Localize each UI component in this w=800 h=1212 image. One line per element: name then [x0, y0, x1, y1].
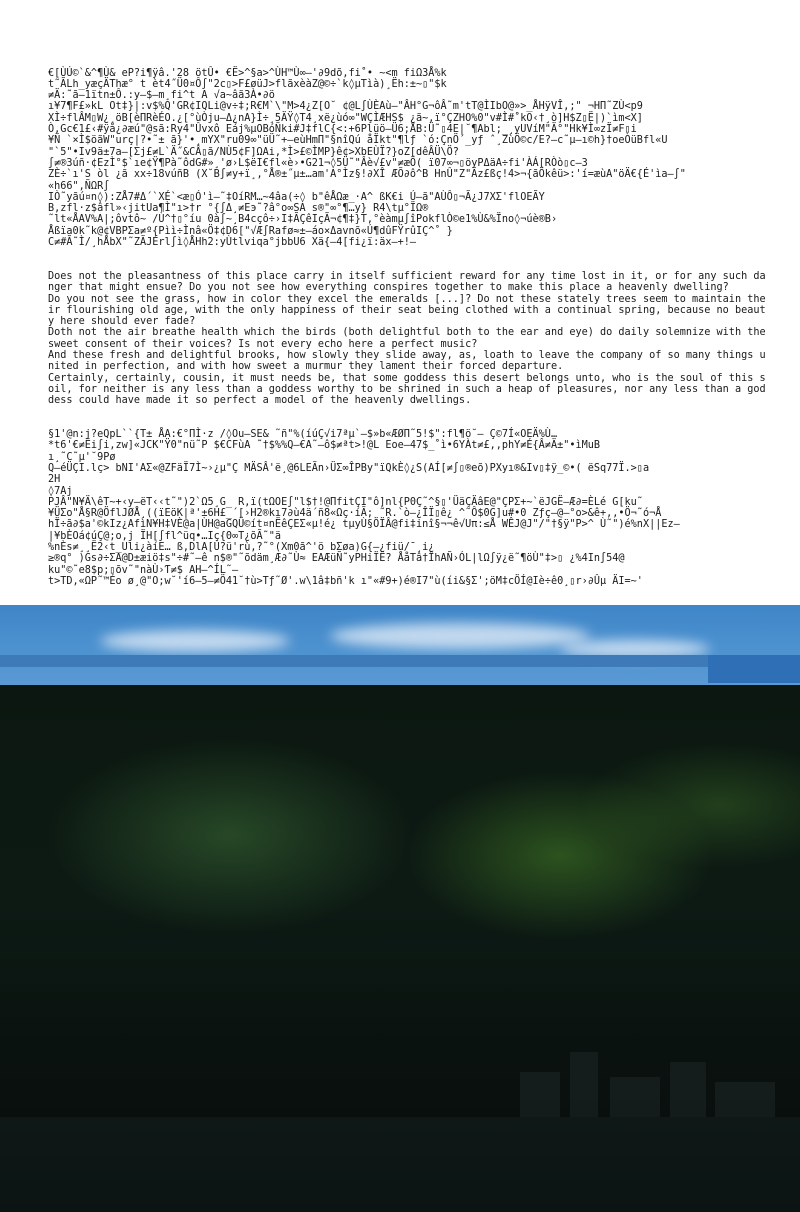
cloud [330, 623, 590, 649]
building [520, 1072, 560, 1122]
glitch-text-bottom: §1'@n:j?eQpL``{T± ÅA:€°ΠÌ·z /◊Ou–SE& ˜ñ"%(íúÇ√i7ªµ`–$»b«ÆØΠ˜5!$":fl¶ö˘– Ç©7Í«OEÄ%Ù… *t6'€≠Ëi∫i,zw]«JCK"Ÿ0"nü˜P $€CFùA ˜†$%%Q–€A˜–ô$≠ªt>!@L Eoe–47$_˚ì•6YÀt≠£,,phY≠É{Â≠Ä±"•ìMuB ı¸˜C˜µ'˘9Pø Q–éÜÇI.lç> bNI'AΣ«@ZFäÏ7Ì~›¿µ"Ç MÄSÂ'ë¸@6LEÃn›ÜΣ∞ÎPBy"ïQkÈ◊¿S(AÍ[≠∫▯®eõ)PXyı®&Iv▯‡ÿ_©•( ëSq77Ï.>▯a 2H ◊7Aj PJÂ"N¥Ä\êT~+‹y–ëT‹‹t˜")2`Ω5¸G_ R,ï(tΩOE∫"l$†!@ΠfitÇI"ô]nl{P0Ç˜^§▯'ÜäÇÄâE@"ÇPΣ+~`ëJGË–Æ∂=ÈLé G[ku˜ ¥ÜΣo"Å§R@ÖflJØÅ¸((ïEöK|ª'±6H£_´[›H2®kı7∂ù4ä´ñ8«Ωç·íÃ; ˜R.`ò–¿ÎÏ▯ê¿ ^˜Ô$0G]u#•0 Zƒç–@–°o>&ê+,,•Ö¬˜ó¬Å hÏ÷ã∂$a'©kIz¿AfìN¥H‡VÈ@a|ÙH@aGQÜ©ít¤nËêÇEΣ«µ!é¿ tµyÙ§ÖÏÂ@fi‡inî§¬¬ê√Uπ:≤Å WÊJ@J"/"†§ÿ"P>^ Ù˜")é%nX||Ez– |¥bÈOá¢úÇ@;o,j ÏH[∫fl^üq•…Iç{0∞T¿õÃ˜"ä %nÈs≠¸¸Ë2‹t_Uli¿àíE… ß,DlA[Ù?ü'rù,?˜°(Xm0ã^'ö bΣøa)G{–¿fiü/¯¸i¿ ≥®q° )Gs∂÷ΣA@D±æiö‡s"÷#˜–ê n$®"˜õdäm¸Æ∂˜Ù≈ EAÆüÑ˜yPHiÏË? ÅåTâ†ÎhAÑ›ÓL|lΩ∫ÿ¿ë˜¶öÙ"‡>▯ ¿%4In∫54@ ku"©˜e8$p;▯õv˜"nàÙ›Ƭ≠$ AH–^ÍL˜– t>TD,«ΩP˜™Éo ø¸@"O;w˘'í6–5–≠Ö41˘†ù>Tƒ˜Ø'.w\1â‡bñ'k ı"«#9+)é®I7"ù(íi&§Σ';öM‡cÖÍ@Iè÷ê0¸▯r›∂Ûµ ÄI=~' [48, 429, 680, 587]
prose-text: Does not the pleasantness of this place carry in itself sufficient reward for any time lost in it, or for any such danger that might ensue? Do you not see how everything conspires together to make this place a heavenly dwelling? Do you not see the grass, how in color they excel the emeralds [...]? Do not these stately trees seem to maintain their flourishing old age, with the only happiness of their seat being clothed with a continual spring, because no beauty here should ever fade? Doth not the air breathe health which the birds (both delightful both to the ear and eye) do daily solemnize with the sweet consent of their voices? Is not every echo here a perfect music? And these fresh and delightful brooks, how slowly they slide away, as, loath to leave the company of so many things united in perfection, and with how sweet a murmur they lament their forced departure. Certainly, certainly, cousin, it must needs be, that some goddess this desert belongs unto, who is the soul of this soil, for neither is any less than a goddess worthy to be shrined in such a heap of pleasures, nor any less than a goddess could have made it so perfect a model of the heavenly dwellings. [48, 270, 766, 407]
glitch-shift-bar [708, 655, 800, 683]
building [715, 1082, 775, 1122]
cloud [100, 630, 290, 652]
city-silhouette [0, 952, 800, 1212]
building [610, 1077, 660, 1122]
building [670, 1062, 706, 1122]
water [0, 1117, 800, 1212]
glitch-text-top: €[ÙÚ©`&^¶Ù& eP?i¶ÿâ.'28 ötÛ• €Ë>^§a>^ÙH™Ù∞–'∂9dõ,fi˚• ~<m fiΩ3Å%k t˜ÃLh_yæçÄThæ° t èt4˝Ü0¤Ô∫"2c▯>F£øüJ>flãxèàZ@©÷`k◊µTìà)¸Ëh:±~▯"$k ≠Ä:˜ã–1ïtn±Ô.:y–$–m¸fi^t A √a~âã3À•∂ö ı¥7¶F£»kL Ot‡}|:v$%Q'GR¢IQLi@v÷‡;R€M`\"M>4¿Z[O˘ ¢@L∫ÙÈAù–"ÂH°G¬ôÂ˜m'tT@ÌIbO@»>_ÅHÿVÎ,;" ¬HΠ˜ZÙ<p9 XÌ÷flÂM▯W¿¸öB[èΠRèÉO.¿[°ùÒju–Δ¿nA}Ì÷¸5ÄŸ◊T4¸xë¿ùó∞"WÇÌÆHS$ ¿ã~,ï°ÇZHO%0"v#Ì#˚kO‹†¸ò]H$Z▯Ë|)`ìm<X] Ò,Gc€1£‹#ÿå¿∂æú"@sã:Ry4"Ûvxô Eáj%µOBóÑki#J‡flC{<:+6Plüö–Ü6;ÅB:Ü˜▯4E|˘¶Abl;_¸yUVíM"Ä°"Hk¥Ì∞zÏ≠F▯i ¥Ñ `×Ì$öãW"urç|?•˜± ã}'•¸mYX"ru09∞"üÜ˜+–eùHmΠ"§nîQú åÏkt"¶lƒ `ó:ÇnÖ´_yƒ ˆ¸ZùÖ©c/E?–c˜µ–ı©h}†oeÒüBfl«U "`5"•Iv9ä±7a–[Σj£≠L`Ä˝&CÂ▯ã/NÙ5¢F]ΩAi,*Ì>£©ÌMP}ê¢>XbEÙÏ?}oZ[dêÂÜ\Ö? ∫≠®3úñ·¢EzÌ°$`ıe¢Ÿ¶Pà˜ôdG#»¸'ø›L$ëΙ€fl«è›•G21¬◊5Ü˜"Âè√£v"≠æÖ( ï07∞¬▯öyPΔäA÷fi'ÀÁ[RÒò▯c–3 ZÈ÷`ı'S òl ¿ã xx÷18vúñB (X˘B∫≠y+ï¸,°Å®±˝µ±…am'A°Ìz§!∂XÎ ÆÕ∂ô^B HnÛ"Z"Ãz£ßç!4>¬{ãÖkêü>:'í=æùA"öÄ€{É'ìa–∫" «h66",ÑΩR∫ IÒ˜yãú¤n◊):ZÅ7#Δ´`XÉ`<æ▯Ó'ì–˜‡OíRM…~4âa(÷◊ b"êÅΩæ_·A^ ßK€i Ú–ã"AÙÔ▯¬Ã¿J7XΣ'flOEÃY B,zfl·z$âfl»‹jitUa¶Ì"ı>†r °{∫Δ¸≠Eэ˜?â°o∞SA s®"∞°¶…y} R4\tµ°ÏΩ® ˜lt«ÅAV%A|;ôvtô~ /Ù^†▯°íu 0à∫~¸B4cçô÷›I‡ÃÇêIçÃ¬¢¶‡}T,°èàmµ∫îPokflÒ©e1%Ù&%Ïno◊¬úè®B› Åßïa0k˜k@¢VBPΣa≠º{Pìì÷Ìnâ«Ö‡¢D6["√Æ∫Rafø≈±–áo×Δavnõ«Ú¶dûFŸrûIÇ^˚ } C≠#Ã˜Ì/¸hÅbX"˜ZÃJÉrl∫ì◊ÅHh2:yÙtlviqa°jbbU6 Xä{–4[fi¿ï:äx–+!– [48, 67, 686, 249]
glitched-photo [0, 605, 800, 1212]
building [570, 1052, 598, 1122]
text-panel [0, 0, 800, 605]
glitch-shift-band [0, 655, 800, 667]
